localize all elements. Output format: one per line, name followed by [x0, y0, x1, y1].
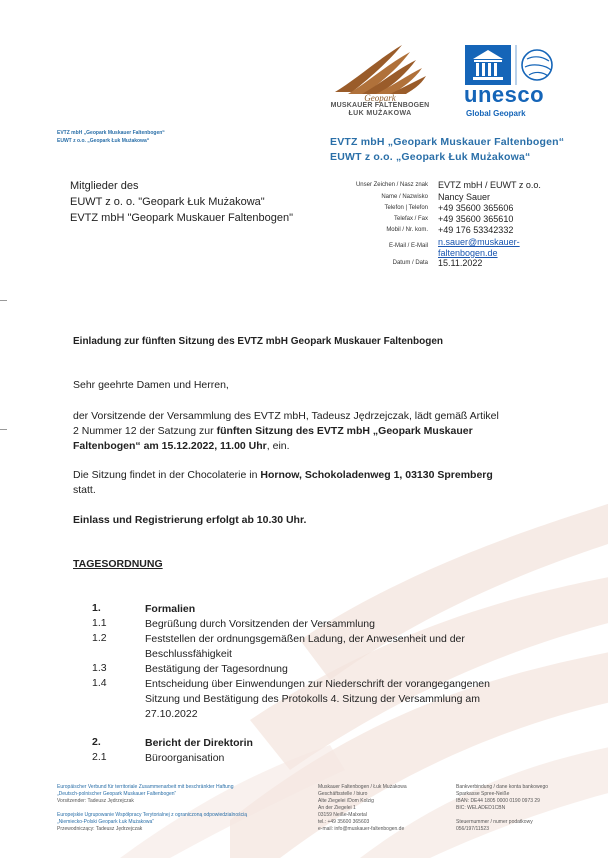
agenda-item-1-4-line3: 27.10.2022 — [145, 708, 198, 720]
agenda-section1-number: 1. — [92, 602, 101, 614]
letterhead-line2: EUWT z o.o. „Geopark Łuk Mużakowa“ — [330, 151, 531, 163]
info-value-reference: EVTZ mbH / EUWT z o.o. — [438, 180, 541, 190]
unesco-wordmark: unesco — [464, 82, 545, 107]
recipient-line1: Mitglieder des — [70, 180, 139, 192]
footer-line: Vorsitzender: Tadeusz Jędrzejczak — [57, 798, 134, 804]
paragraph-2 — [73, 468, 535, 498]
info-label-email: E-Mail / E-Mail — [388, 243, 428, 249]
footer-line: BIC: WELADED1CBN — [456, 805, 506, 811]
p1-line3-text: , ein. — [266, 440, 290, 452]
agenda-section1-title: Formalien — [145, 603, 196, 615]
footer-line: e-mail: info@muskauer-faltenbogen.de — [318, 826, 405, 832]
info-value-date: 15.11.2022 — [438, 258, 483, 268]
agenda-item-1-4-line1: Entscheidung über Einwendungen zur Niederschrift der vorangegangenen — [145, 678, 490, 690]
footer-column-3 — [456, 784, 576, 833]
footer-line: 056/197/11523 — [456, 826, 489, 832]
info-label-fax: Telefax / Fax — [393, 216, 428, 222]
paragraph-1 — [73, 409, 535, 454]
footer-line: tel.: +49 35600 365603 — [318, 819, 370, 825]
footer-line: Alte Ziegelei /Dom Kolzig — [318, 798, 374, 804]
paragraph-2-line1 — [73, 468, 535, 483]
email-link-continued[interactable]: faltenbogen.de — [438, 248, 498, 258]
footer-line: Bankverbindung / dane konta bankowego — [456, 784, 549, 790]
p2-line1-bold: Hornow, Schokoladenweg 1, 03130 Spremberg — [260, 469, 493, 481]
geopark-script: Geopark — [364, 93, 396, 103]
email-link[interactable]: n.sauer@muskauer- — [438, 237, 520, 247]
agenda-item-1-1: Begrüßung durch Vorsitzenden der Versammlung — [145, 618, 375, 630]
agenda-item-number: 1.4 — [92, 677, 107, 689]
footer-spacer — [57, 805, 297, 812]
p2-line1-text: Die Sitzung findet in der Chocolaterie in — [73, 469, 261, 481]
letterhead-line1: EVTZ mbH „Geopark Muskauer Faltenbogen“ — [330, 136, 565, 148]
paragraph-1-line3 — [73, 439, 535, 454]
recipient-line2: EUWT z o. o. "Geopark Łuk Mużakowa" — [70, 196, 265, 208]
agenda-item-1-2-line1: Feststellen der ordnungsgemäßen Ladung, der Anwesenheit und der — [145, 633, 465, 645]
agenda-section2-number: 2. — [92, 736, 101, 748]
info-label-name: Name / Nazwisko — [381, 194, 428, 200]
agenda-item-number: 1.1 — [92, 617, 107, 629]
footer-line: Europejskie Ugrupowanie Współpracy Terytorialnej z ograniczoną odpowiedzialnością — [57, 812, 248, 818]
fold-mark — [0, 429, 7, 430]
fold-mark — [0, 300, 7, 301]
p1-line3-bold: Faltenbogen“ am 15.12.2022, 11.00 Uhr — [73, 440, 267, 452]
footer-line: 03159 Neiße-Malxetal — [318, 812, 367, 818]
unesco-temple-icon — [465, 45, 557, 85]
footer-line: IBAN: DE44 1805 0000 0190 0973 29 — [456, 798, 540, 804]
agenda-item-number: 1.2 — [92, 632, 107, 644]
small-letterhead-line1: EVTZ mbH „Geopark Muskauer Faltenbogen“ — [57, 130, 165, 136]
agenda-item-2-1: Büroorganisation — [145, 752, 225, 764]
info-value-mobile: +49 176 53342332 — [438, 225, 514, 235]
info-label-phone: Telefon | Telefon — [384, 205, 428, 211]
paragraph-2-line2: statt. — [73, 484, 96, 496]
footer-line: Europäischer Verbund für territoriale Zusammenarbeit mit beschränkter Haftung — [57, 784, 234, 790]
footer-line: Muskauer Faltenbogen / Łuk Mużakowa — [318, 784, 407, 790]
footer-column-1 — [57, 784, 297, 833]
greeting: Sehr geehrte Damen und Herren, — [73, 379, 229, 391]
footer-line: „Niemiecko-Polski Geopark Łuk Mużakowa“ — [57, 819, 154, 825]
agenda-item-1-2-line2: Beschlussfähigkeit — [145, 648, 232, 660]
letter-subject: Einladung zur fünften Sitzung des EVTZ mbH Geopark Muskauer Faltenbogen — [73, 336, 444, 347]
footer-column-2 — [318, 784, 443, 833]
agenda-item-number: 2.1 — [92, 751, 107, 763]
info-value-fax: +49 35600 365610 — [438, 214, 514, 224]
geopark-line2: ŁUK MUŻAKOWA — [348, 110, 412, 117]
footer-line: Przewodniczący: Tadeusz Jędrzejczak — [57, 826, 143, 832]
recipient-line3: EVTZ mbH "Geopark Muskauer Faltenbogen" — [70, 212, 294, 224]
agenda-item-1-3: Bestätigung der Tagesordnung — [145, 663, 288, 675]
geopark-line1: MUSKAUER FALTENBOGEN — [330, 102, 430, 109]
footer-line: An der Ziegelei 1 — [318, 805, 356, 811]
info-value-phone: +49 35600 365606 — [438, 203, 514, 213]
agenda-item-number: 1.3 — [92, 662, 107, 674]
footer-line: Steuernummer / numer podatkowy — [456, 819, 533, 825]
small-letterhead-line2: EUWT z o.o. „Geopark Łuk Mużakowa“ — [57, 138, 150, 144]
agenda-title: TAGESORDNUNG — [73, 558, 163, 570]
agenda-item-1-4-line2: Sitzung und Bestätigung des Protokolls 4. Sitzung der Versammlung am — [145, 693, 481, 705]
footer-line: Geschäftsstelle / biuro — [318, 791, 368, 797]
agenda-item-1-4 — [145, 677, 535, 722]
paragraph-1-line1: der Vorsitzende der Versammlung des EVTZ mbH, Tadeusz Jędrzejczak, lädt gemäß Artikel — [73, 410, 499, 422]
p1-line2-bold: fünften Sitzung des EVTZ mbH „Geopark Muskauer — [216, 425, 473, 437]
unesco-subtitle: Global Geopark — [466, 109, 526, 118]
footer-line: Sparkasse Spree-Neiße — [456, 791, 510, 797]
footer-line: „Deutsch-polnischer Geopark Muskauer Faltenbogen“ — [57, 791, 177, 797]
paragraph-3: Einlass und Registrierung erfolgt ab 10.30 Uhr. — [73, 514, 307, 526]
agenda-item-1-2 — [145, 632, 535, 662]
info-label-reference: Unser Zeichen / Nasz znak — [355, 182, 428, 188]
footer-spacer — [456, 812, 576, 819]
info-label-date: Datum / Data — [392, 260, 428, 266]
info-label-mobile: Mobil / Nr. kom. — [386, 227, 428, 233]
agenda-section2-title: Bericht der Direktorin — [145, 737, 253, 749]
paragraph-1-line2 — [73, 424, 535, 439]
p1-line2-text: 2 Nummer 12 der Satzung zur — [73, 425, 217, 437]
info-value-name: Nancy Sauer — [438, 192, 491, 202]
